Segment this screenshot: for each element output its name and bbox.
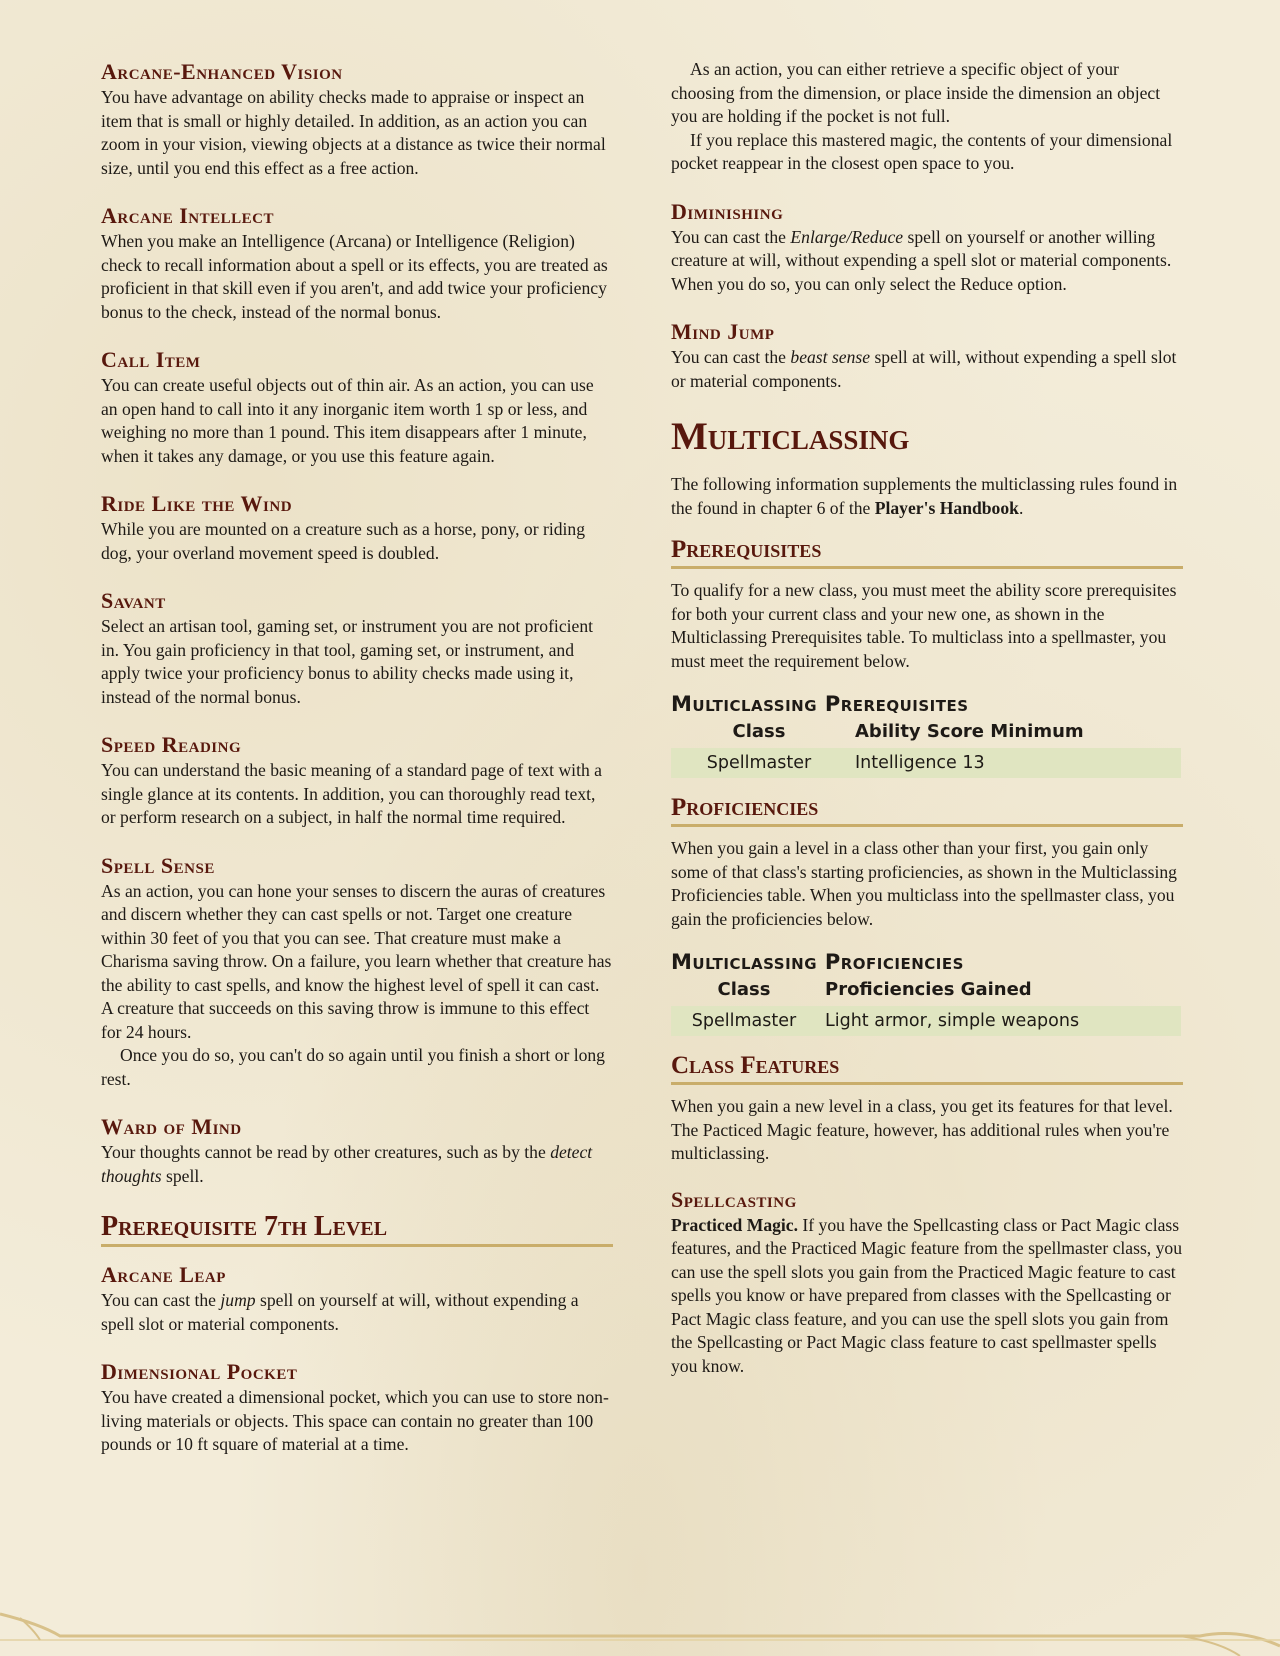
feature-ward-of-mind [101,1113,613,1188]
feature-ride-like-the-wind [101,490,613,565]
table-header: Class [732,721,786,742]
feature-text: You can create useful objects out of thin air. As an action, you can use an open hand to call into it any inorganic item worth 1 sp or less, and weighing no more than 1 pound. This item disappears after 1 minute, when it takes any damage, or you use this feature again. [101,375,594,466]
table-cell: Light armor, simple weapons [817,1006,1181,1036]
feature-mind-jump [671,318,1183,393]
left-column [101,58,613,1479]
feature-diminishing [671,198,1183,297]
prof-table-title: Multiclassing Proficiencies [671,950,964,974]
feature-title: Arcane Intellect [101,203,274,228]
table-cell: Spellmaster [671,748,847,778]
prerequisites-title: Prerequisites [671,534,1183,569]
feature-text: Select an artisan tool, gaming set, or instrument you are not proficient in. You gain proficiency in that tool, gaming set, or instrument, and apply twice your proficiency bonus to ability checks made using it, instead of the normal bonus. [101,616,594,707]
feature-text: You can cast the jump spell on yourself at will, without expending a spell slot or material components. [101,1290,579,1334]
feature-arcane-enhanced-vision [101,58,613,180]
spell-name: detect thoughts [101,1142,593,1186]
feature-text: You have created a dimensional pocket, which you can use to store non-living materials or objects. This space can contain no greater than 100 pounds or 10 ft square of material at a time. [101,1387,609,1454]
class-features-title: Class Features [671,1050,1183,1085]
feature-speed-reading [101,731,613,830]
proficiencies-text: When you gain a level in a class other than your first, you gain only some of that class's starting proficiencies, as shown in the Multiclassing Proficiencies table. When you multiclass into the spellmaster class, you gain the proficiencies below. [671,838,1177,929]
feature-title: Mind Jump [671,319,775,344]
feature-arcane-intellect [101,202,613,324]
table-cell: Intelligence 13 [847,748,1181,778]
feature-title: Spellcasting [671,1186,797,1212]
feature-text-continued: Once you do so, you can't do so again until you finish a short or long rest. [101,1045,605,1089]
spell-name: jump [220,1290,256,1310]
spell-name: beast sense [790,347,871,367]
feature-arcane-leap [101,1261,613,1336]
feature-title: Savant [101,588,166,613]
feature-text: You can cast the Enlarge/Reduce spell on yourself or another willing creature at will, without expending a spell slot or material components. When you do so, you can only select the Reduce option. [671,226,1172,294]
feature-text: As an action, you can hone your senses to discern the auras of creatures and discern whether they can cast spells or not. Target one creature within 30 feet of you that you can see. That creature must make a Charisma saving throw. On a failure, you learn whether that creature has the ability to cast spells, and know the highest level of spell it can cast. A creature that succeeds on this saving throw is immune to this effect for 24 hours. [101,880,612,1042]
multiclassing-title: Multiclassing [671,415,910,458]
proficiencies-title: Proficiencies [671,792,1183,827]
section-title-prerequisite-7th-level: Prerequisite 7th Level [101,1210,613,1247]
feature-text: You can cast the beast sense spell at will, without expending a spell slot or material components. [671,347,1177,391]
feature-text: Practiced Magic. If you have the Spellcasting class or Pact Magic class features, and the Practiced Magic feature from the spellmaster class, you can use the spell slots you gain from the Practiced Magic feature to cast spells you know or have prepared from classes with the Spellcasting or Pact Magic class feature, and you can use the spell slots you gain from the Spellcasting or Pact Magic class feature to cast spellmaster spells you know. [671,1214,1182,1376]
feature-text: You have advantage on ability checks made to appraise or inspect an item that is small or highly detailed. In addition, as an action you can zoom in your vision, viewing objects at a distance as twice their normal size, until you end this effect as a free action. [101,87,606,178]
feature-title: Dimensional Pocket [101,1359,298,1384]
feature-title: Arcane Leap [101,1262,226,1287]
table-header: Proficiencies Gained [825,979,1032,1000]
prereq-table [671,719,1181,778]
feature-text: While you are mounted on a creature such as a horse, pony, or riding dog, your overland movement speed is doubled. [101,519,585,563]
book-title: Player's Handbook [874,497,1019,518]
feature-text: As an action, you can either retrieve a specific object of your choosing from the dimension, or place inside the dimension an object you are holding if the pocket is not full. [671,59,1161,126]
table-row [671,748,1181,778]
table-header: Ability Score Minimum [855,721,1084,742]
feature-title: Call Item [101,347,201,372]
feature-spellcasting [671,1186,1183,1379]
prof-table [671,977,1181,1036]
subfeature-name: Practiced Magic. [671,1214,799,1235]
feature-title: Ward of Mind [101,1114,242,1139]
feature-title: Arcane-Enhanced Vision [101,59,343,84]
dimensional-pocket-continued [671,58,1183,176]
spell-name: Enlarge/Reduce [790,226,904,247]
feature-spell-sense [101,852,613,1092]
feature-text: If you replace this mastered magic, the contents of your dimensional pocket reappear in the closest open space to you. [671,129,1173,173]
feature-text: Your thoughts cannot be read by other creatures, such as by the detect thoughts spell. [101,1142,593,1186]
feature-call-item [101,346,613,468]
multiclassing-intro: The following information supplements the multiclassing rules found in the found in chapter 6 of the Player's Handbook. [671,474,1178,518]
table-row [671,1006,1181,1036]
feature-text: When you make an Intelligence (Arcana) or Intelligence (Religion) check to recall information about a spell or its effects, you are treated as proficient in that skill even if you aren't, and add twice your proficiency bonus to the check, instead of the normal bonus. [101,231,608,322]
feature-title: Ride Like the Wind [101,491,293,516]
feature-title: Speed Reading [101,732,242,757]
prereq-table-title: Multiclassing Prerequisites [671,692,969,716]
class-features-text: When you gain a new level in a class, you get its features for that level. The Pacticed Magic feature, however, has additional rules when you're multiclassing. [671,1096,1173,1163]
feature-savant [101,587,613,709]
feature-title: Diminishing [671,198,784,224]
table-cell: Spellmaster [671,1006,817,1036]
feature-dimensional-pocket [101,1358,613,1457]
feature-text: You can understand the basic meaning of a standard page of text with a single glance at its contents. In addition, you can thoroughly read text, or perform research on a subject, in half the normal time required. [101,760,602,827]
page-footer-ornament [0,1584,1280,1656]
feature-title: Spell Sense [101,852,215,878]
table-header: Class [717,979,771,1000]
right-column [671,58,1183,1400]
prerequisites-text: To qualify for a new class, you must meet the ability score prerequisites for both your current class and your new one, as shown in the Multiclassing Prerequisites table. To multiclass into a spellmaster, you must meet the requirement below. [671,580,1177,671]
